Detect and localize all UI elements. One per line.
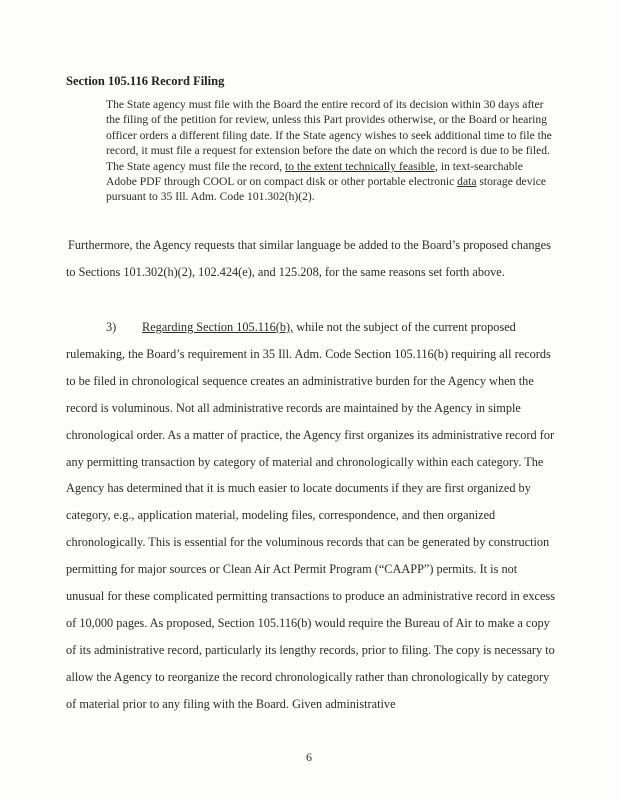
paragraph-furthermore: Furthermore, the Agency requests that similar language be added to the Board’s proposed changes to Sections 101.302(h)(2), 102.424(e), and 125.208, for the same reasons set forth above. (66, 238, 551, 279)
quoted-rule-block (106, 97, 552, 205)
quoted-rule-text-2: in text-searchable Adobe PDF through COOL or on compact disk or other portable electronic (106, 159, 523, 189)
paragraph-3-underlined-lead: Regarding Section 105.116(b), (142, 320, 294, 334)
paragraph-3-number: 3) (106, 320, 117, 334)
quoted-rule-underlined-2: data (457, 175, 477, 189)
paragraph-3 (66, 314, 556, 718)
section-heading: Section 105.116 Record Filing (66, 74, 225, 88)
page-number: 6 (306, 750, 312, 764)
paragraph-3-text: while not the subject of the current proposed rulemaking, the Board’s requirement in 35 Ill. Adm. Code Section 105.116(b) requiring all records to be filed in chronological sequence creates an administrative burden for the Agency when the record is voluminous. Not all administrative records are maintained by the Agency in simple chronological order. As a matter of practice, the Agency first organizes its administrative record for any permitting transaction by category of material and chronologically within each category. The Agency has determined that it is much easier to locate documents if they are first organized by category, e.g., application material, modeling files, correspondence, and then organized chronologically. This is essential for the voluminous records that can be generated by construction permitting for major sources or Clean Air Act Permit Program (“CAAPP”) permits. It is not unusual for these complicated permitting transactions to produce an administrative record in excess of 10,000 pages. As proposed, Section 105.116(b) would require the Bureau of Air to make a copy of its administrative record, particularly its lengthy records, prior to filing. The copy is necessary to allow the Agency to reorganize the record chronologically rather than chronologically by category of material prior to any filing with the Board. Given administrative (66, 320, 555, 711)
quoted-rule-text-1: The State agency must file with the Board the entire record of its decision within 30 days after the filing of the petition for review, unless this Part provides otherwise, or the Board or hearing officer orders a different filing date. If the State agency wishes to seek additional time to file the record, it must file a request for extension before the date on which the record is due to be filed. The State agency must file the record, (106, 98, 552, 173)
quoted-rule-text-3: storage device pursuant to 35 Ill. Adm. Code 101.302(h)(2). (106, 175, 547, 204)
quoted-rule-underlined-1: to the extent technically feasible, (285, 159, 438, 173)
